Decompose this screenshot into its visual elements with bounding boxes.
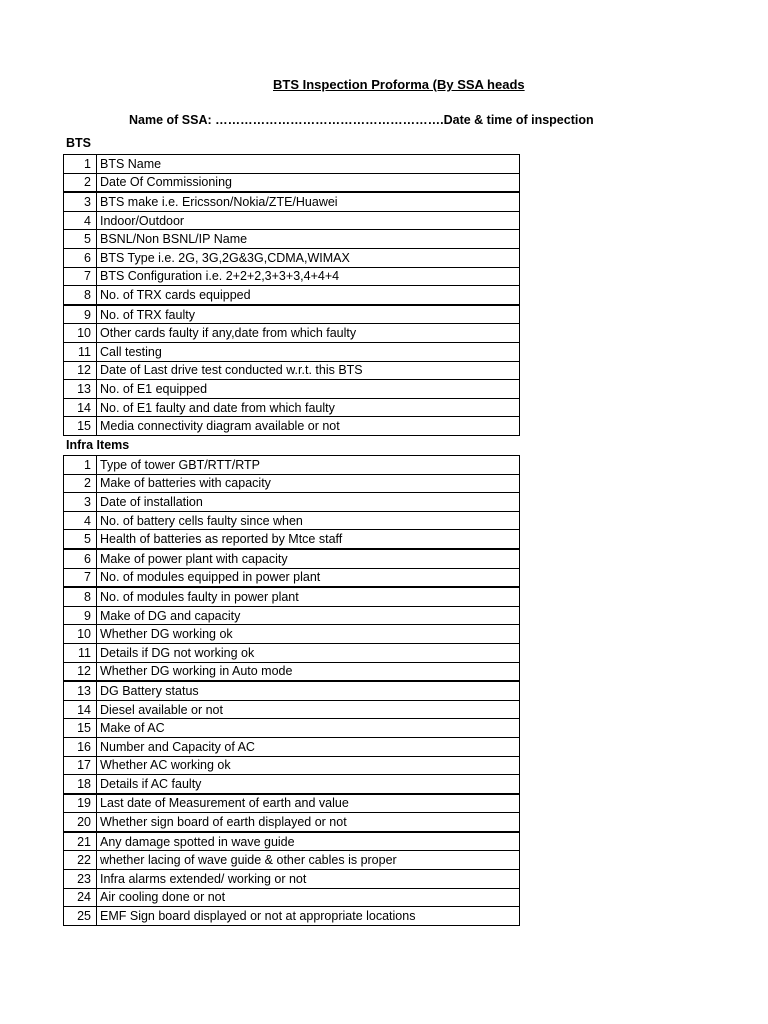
row-number: 16 bbox=[64, 737, 97, 756]
table-row bbox=[64, 173, 520, 192]
bts-table bbox=[63, 154, 520, 436]
row-number: 12 bbox=[64, 361, 97, 380]
table-row bbox=[64, 625, 520, 644]
row-number: 8 bbox=[64, 587, 97, 606]
table-row bbox=[64, 587, 520, 606]
table-row bbox=[64, 549, 520, 568]
table-row bbox=[64, 851, 520, 870]
row-number: 13 bbox=[64, 380, 97, 399]
row-number: 6 bbox=[64, 248, 97, 267]
table-row bbox=[64, 568, 520, 587]
inspection-item: Details if DG not working ok bbox=[97, 643, 520, 662]
inspection-item: Whether DG working ok bbox=[97, 625, 520, 644]
inspection-item: Details if AC faulty bbox=[97, 775, 520, 794]
table-row bbox=[64, 606, 520, 625]
table-row bbox=[64, 456, 520, 475]
inspection-item: Diesel available or not bbox=[97, 700, 520, 719]
inspection-item: BTS Type i.e. 2G, 3G,2G&3G,CDMA,WIMAX bbox=[97, 248, 520, 267]
inspection-item: No. of TRX faulty bbox=[97, 305, 520, 324]
inspection-item: DG Battery status bbox=[97, 681, 520, 700]
inspection-item: Media connectivity diagram available or not bbox=[97, 417, 520, 436]
inspection-item: Type of tower GBT/RTT/RTP bbox=[97, 456, 520, 475]
table-row bbox=[64, 888, 520, 907]
table-row bbox=[64, 417, 520, 436]
table-row bbox=[64, 870, 520, 889]
row-number: 9 bbox=[64, 305, 97, 324]
inspection-item: No. of E1 faulty and date from which faulty bbox=[97, 398, 520, 417]
inspection-item: Indoor/Outdoor bbox=[97, 211, 520, 230]
table-row bbox=[64, 775, 520, 794]
inspection-item: No. of E1 equipped bbox=[97, 380, 520, 399]
inspection-item: Any damage spotted in wave guide bbox=[97, 832, 520, 851]
bts-section-label: BTS bbox=[66, 136, 91, 150]
table-row bbox=[64, 474, 520, 493]
inspection-item: Other cards faulty if any,date from which faulty bbox=[97, 324, 520, 343]
inspection-item: Call testing bbox=[97, 342, 520, 361]
table-row bbox=[64, 794, 520, 813]
table-row bbox=[64, 380, 520, 399]
row-number: 21 bbox=[64, 832, 97, 851]
table-row bbox=[64, 192, 520, 211]
row-number: 14 bbox=[64, 398, 97, 417]
inspection-item: Date of installation bbox=[97, 493, 520, 512]
inspection-item: No. of modules equipped in power plant bbox=[97, 568, 520, 587]
row-number: 10 bbox=[64, 625, 97, 644]
ssa-name-date-line: Name of SSA: ……………………………………………….Date & time of inspection bbox=[129, 113, 594, 127]
row-number: 14 bbox=[64, 700, 97, 719]
row-number: 24 bbox=[64, 888, 97, 907]
table-row bbox=[64, 230, 520, 249]
inspection-item: Date of Last drive test conducted w.r.t. this BTS bbox=[97, 361, 520, 380]
table-row bbox=[64, 813, 520, 832]
row-number: 13 bbox=[64, 681, 97, 700]
row-number: 5 bbox=[64, 530, 97, 549]
row-number: 7 bbox=[64, 267, 97, 286]
table-row bbox=[64, 681, 520, 700]
table-row bbox=[64, 643, 520, 662]
row-number: 12 bbox=[64, 662, 97, 681]
row-number: 9 bbox=[64, 606, 97, 625]
row-number: 22 bbox=[64, 851, 97, 870]
table-row bbox=[64, 361, 520, 380]
inspection-item: BSNL/Non BSNL/IP Name bbox=[97, 230, 520, 249]
row-number: 19 bbox=[64, 794, 97, 813]
table-row bbox=[64, 700, 520, 719]
inspection-item: EMF Sign board displayed or not at appropriate locations bbox=[97, 907, 520, 926]
row-number: 25 bbox=[64, 907, 97, 926]
table-row bbox=[64, 305, 520, 324]
inspection-item: BTS Configuration i.e. 2+2+2,3+3+3,4+4+4 bbox=[97, 267, 520, 286]
table-row bbox=[64, 324, 520, 343]
row-number: 11 bbox=[64, 342, 97, 361]
table-row bbox=[64, 211, 520, 230]
table-row bbox=[64, 719, 520, 738]
inspection-item: No. of TRX cards equipped bbox=[97, 286, 520, 305]
inspection-item: No. of modules faulty in power plant bbox=[97, 587, 520, 606]
row-number: 11 bbox=[64, 643, 97, 662]
table-row bbox=[64, 511, 520, 530]
table-row bbox=[64, 342, 520, 361]
row-number: 20 bbox=[64, 813, 97, 832]
table-row bbox=[64, 530, 520, 549]
inspection-item: Whether sign board of earth displayed or not bbox=[97, 813, 520, 832]
table-row bbox=[64, 286, 520, 305]
inspection-item: Infra alarms extended/ working or not bbox=[97, 870, 520, 889]
row-number: 3 bbox=[64, 192, 97, 211]
inspection-item: BTS make i.e. Ericsson/Nokia/ZTE/Huawei bbox=[97, 192, 520, 211]
inspection-item: Number and Capacity of AC bbox=[97, 737, 520, 756]
row-number: 2 bbox=[64, 173, 97, 192]
table-row bbox=[64, 737, 520, 756]
row-number: 15 bbox=[64, 719, 97, 738]
table-row bbox=[64, 756, 520, 775]
infra-items-table bbox=[63, 455, 520, 926]
row-number: 17 bbox=[64, 756, 97, 775]
row-number: 5 bbox=[64, 230, 97, 249]
table-row bbox=[64, 248, 520, 267]
row-number: 18 bbox=[64, 775, 97, 794]
row-number: 1 bbox=[64, 456, 97, 475]
row-number: 1 bbox=[64, 155, 97, 174]
table-row bbox=[64, 493, 520, 512]
inspection-item: Date Of Commissioning bbox=[97, 173, 520, 192]
row-number: 3 bbox=[64, 493, 97, 512]
table-row bbox=[64, 832, 520, 851]
inspection-item: Make of batteries with capacity bbox=[97, 474, 520, 493]
table-row bbox=[64, 662, 520, 681]
row-number: 7 bbox=[64, 568, 97, 587]
row-number: 2 bbox=[64, 474, 97, 493]
table-row bbox=[64, 267, 520, 286]
row-number: 6 bbox=[64, 549, 97, 568]
row-number: 8 bbox=[64, 286, 97, 305]
inspection-item: Whether AC working ok bbox=[97, 756, 520, 775]
inspection-item: Make of AC bbox=[97, 719, 520, 738]
inspection-item: Air cooling done or not bbox=[97, 888, 520, 907]
inspection-item: whether lacing of wave guide & other cables is proper bbox=[97, 851, 520, 870]
row-number: 4 bbox=[64, 211, 97, 230]
row-number: 15 bbox=[64, 417, 97, 436]
row-number: 10 bbox=[64, 324, 97, 343]
row-number: 23 bbox=[64, 870, 97, 889]
table-row bbox=[64, 155, 520, 174]
inspection-item: No. of battery cells faulty since when bbox=[97, 511, 520, 530]
inspection-item: Make of power plant with capacity bbox=[97, 549, 520, 568]
inspection-item: Whether DG working in Auto mode bbox=[97, 662, 520, 681]
inspection-item: Last date of Measurement of earth and value bbox=[97, 794, 520, 813]
inspection-item: Make of DG and capacity bbox=[97, 606, 520, 625]
table-row bbox=[64, 398, 520, 417]
inspection-item: Health of batteries as reported by Mtce staff bbox=[97, 530, 520, 549]
inspection-item: BTS Name bbox=[97, 155, 520, 174]
infra-section-label: Infra Items bbox=[66, 438, 130, 452]
page-title: BTS Inspection Proforma (By SSA heads bbox=[273, 77, 525, 92]
table-row bbox=[64, 907, 520, 926]
row-number: 4 bbox=[64, 511, 97, 530]
